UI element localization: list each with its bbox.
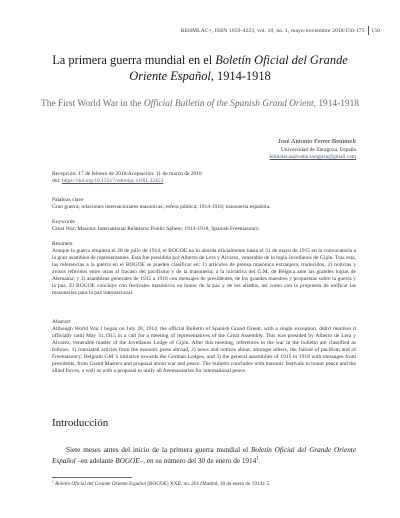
keywords-en-heading: Keywords [52, 219, 75, 225]
footnote-text: [BOGOE] XXII, no. 261 (Madrid, 30 de enero de 1914): 5. [146, 481, 271, 487]
doi-link[interactable]: https://doi.org/10.15517/rehmlac.v10i1.32453 [61, 178, 164, 184]
keywords-es-text: Gran guerra; relaciones internacionales masónicas; esfera pública; 1914-1918; masonería española. [52, 204, 271, 210]
intro-italic-title: Boletín Oficial del Grande Oriente Español [52, 446, 356, 465]
keywords-es-heading: Palabras clave [52, 197, 84, 203]
keywords-en-text: Great War; Masonic International Relations; Public Sphere; 1914-1918; Spanish Freemasonry. [52, 226, 260, 232]
resumen-block [52, 241, 356, 297]
author-block [269, 137, 356, 161]
title-spanish [40, 52, 360, 84]
title-es-part-end: , 1914-1918 [210, 69, 271, 83]
title-en-italic: Official Bulletin of the Spanish Grand Orient [143, 99, 314, 109]
title-en-part-end: , 1914-1918 [313, 99, 359, 109]
title-es-italic: Boletín Oficial del Grande Oriente Español [129, 53, 348, 83]
footnote-ref[interactable]: 1 [256, 456, 259, 462]
running-head [36, 26, 380, 35]
keywords-en-block [52, 219, 356, 233]
abstract-text: Although World War I began on July 28, 1914, the official Bulletin of Spanish Grand Orient, with a single exception, didn't mention it officially until May 31,1915 in a call for a meeting of representatives of the Great Assembly. This was presided by Alberto de Lera y Alvarez, venerable master of the Jovellanos Lodge of Gijón. After this meeting, references to the war in the bulletin are classified as follows. 1) translated articles from the masonic press abroad, 2) news and notices about, amongst others, the failure of pacifism and of Freemasonry; Belgium GM 's initiative towards the German Lodges, and 3) the general assemblies of 1915 to 1918 with messages from presidents, from Grand Masters and proposal about war and peace. The bulletin concludes with masonic festivals to honor peace and the allied forces, a well as with a proposal to unify all freemasonries for international peace. [52, 326, 356, 374]
abstract-heading: Abstract [52, 319, 71, 325]
title-english [40, 98, 360, 111]
intro-paragraph [52, 445, 356, 467]
title-es-part: La primera guerra mundial en el [52, 53, 216, 67]
journal-citation: REHMLAC+, ISSN 1659-4223, vol. 10, no. 1, mayo-noviembre 2018/150-175 [180, 27, 365, 34]
keywords-es-block [52, 197, 356, 211]
author-name: José Antonio Ferrer Benimeli [278, 138, 356, 145]
doi-line [52, 178, 356, 185]
author-affiliation: Universidad de Zaragoza, España [280, 147, 356, 153]
page-number: 150 [371, 27, 380, 34]
footnote-italic: Boletín Oficial del Grande Oriente Español [55, 481, 147, 487]
intro-text-d: . [258, 457, 261, 465]
resumen-text: Aunque la guerra empieza el 28 de julio de 1914, el BOGOE no lo aborda oficialmente hasta el 31 de mayo de 1915 en la convocatoria a la gran asamblea de representantes. Esta fue presidida por Alberto de Lera y Alvarez, venerable de la logia Jovellanos de Gijón. Tras esta, las referencias a la guerra en el BOGOE se pueden clasificar en: 1) artículos de prensa masónica extranjera, traducidos, 2) noticias y avisos referidos entre otras al fracaso del pacifismo y de la masonería; a la iniciativa del G.M. de Bélgica ante las grandes logias de Alemania; y 3) asambleas generales de 1915 a 1918 con mensajes de presidentes, de los grandes maestres y propuestas sobre la guerra y la paz. El BOGOE concluye con festivales masónicos en honor de la paz y de los aliados, así como con la propuesta de unificar las masonerías para la paz internacional. [52, 248, 356, 296]
footnote-number: 1 [52, 479, 54, 484]
intro-italic-acronym: BOGOE [115, 457, 140, 465]
intro-text-c: –, en su número del 30 de enero de 1914 [139, 457, 257, 465]
intro-text-a: Siete meses antes del inicio de la primera guerra mundial el [66, 446, 252, 454]
footnote [52, 481, 356, 488]
section-heading-introduccion: Introducción [52, 417, 109, 429]
header-divider [368, 26, 369, 35]
intro-text-b: –en adelante [75, 457, 116, 465]
resumen-heading: Resumen [52, 241, 73, 247]
author-email-link[interactable]: bibliotecasalvadorzaragoza@gmail.com [269, 154, 356, 160]
footnote-divider [52, 477, 132, 478]
doi-label: doi: [52, 178, 62, 184]
abstract-block [52, 319, 356, 375]
dates-block [52, 171, 356, 185]
reception-dates: Recepción: 17 de febrero de 2018/Aceptación: 11 de marzo de 2018 [52, 171, 202, 177]
title-en-part: The First World War in the [41, 99, 144, 109]
